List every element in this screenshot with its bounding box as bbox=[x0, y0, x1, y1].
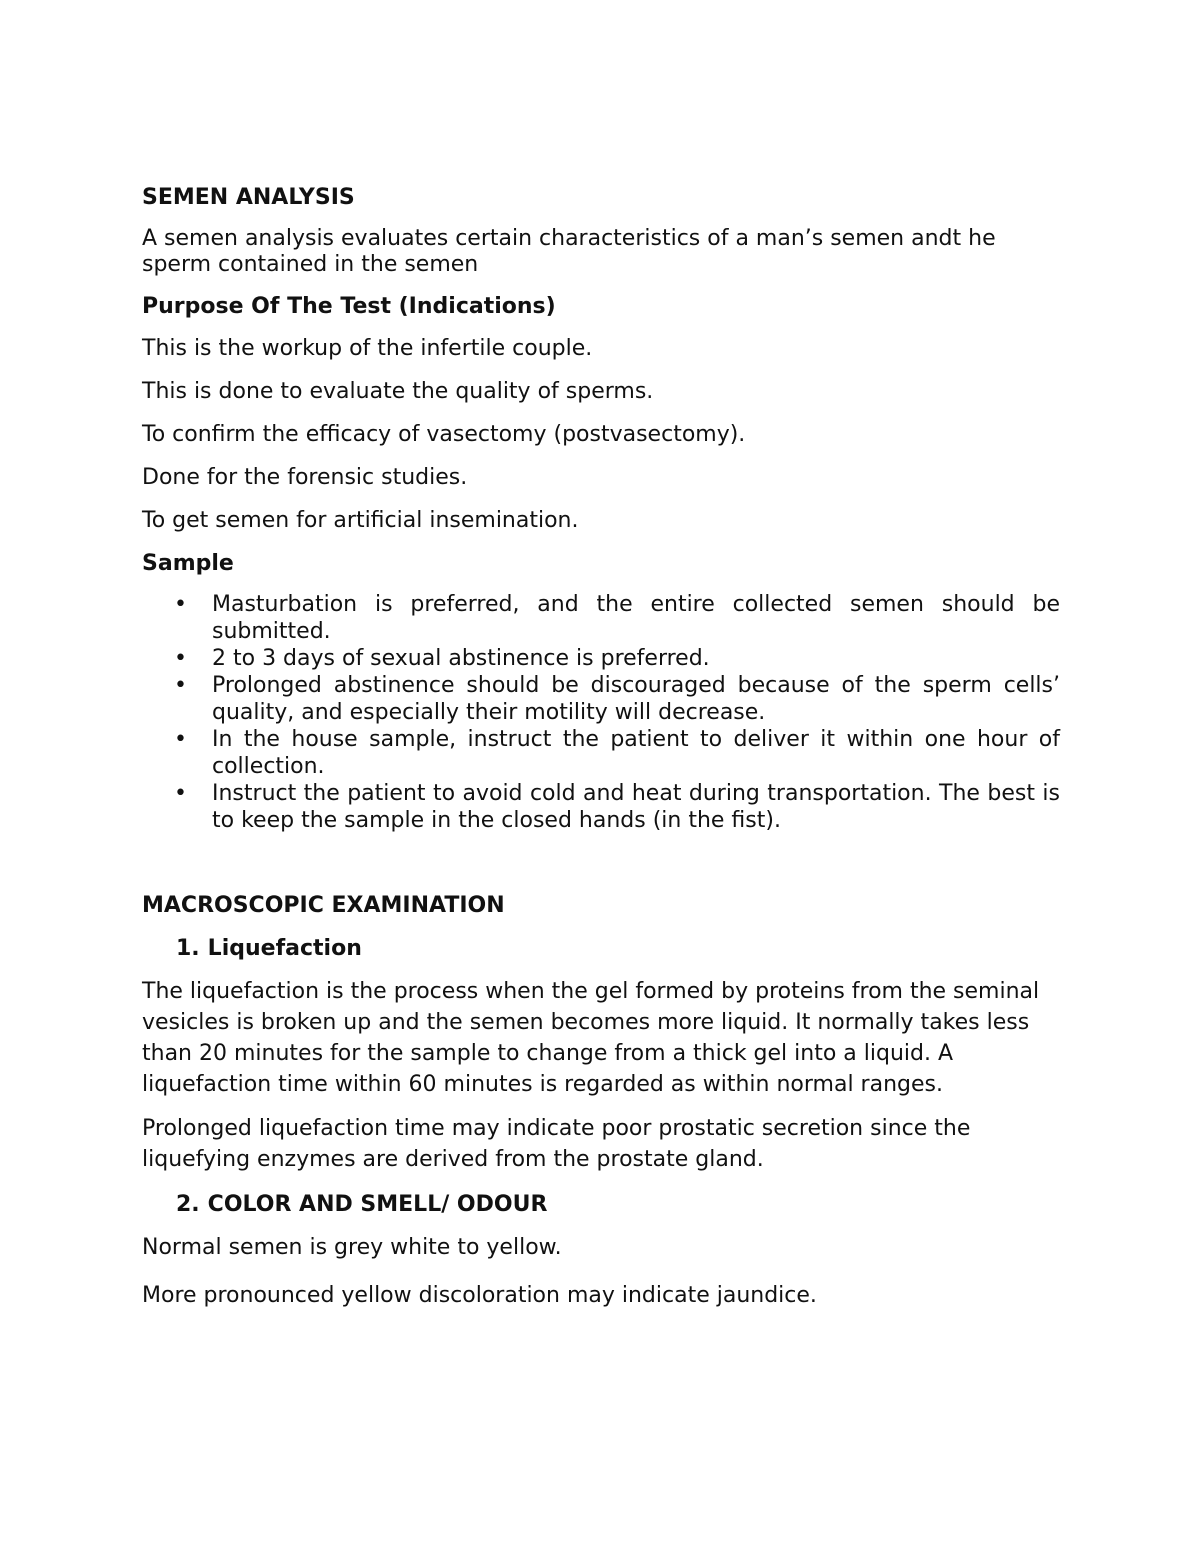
purpose-item: To confirm the efficacy of vasectomy (postvasectomy). bbox=[142, 422, 746, 447]
list-item bbox=[142, 591, 1060, 645]
liquefaction-paragraph: Prolonged liquefaction time may indicate poor prostatic secretion since the liquefying enzymes are derived from the prostate gland. bbox=[142, 1116, 971, 1172]
bullet-icon: • bbox=[174, 673, 187, 698]
section-title: COLOR AND SMELL/ ODOUR bbox=[207, 1192, 548, 1217]
list-item bbox=[142, 645, 1060, 672]
intro-paragraph: A semen analysis evaluates certain characteristics of a man’s semen andt he sperm contained in the semen bbox=[142, 226, 996, 277]
purpose-heading: Purpose Of The Test (Indications) bbox=[142, 294, 556, 319]
sample-list bbox=[142, 591, 1060, 834]
list-item-text: Masturbation is preferred, and the entire collected semen should be submitted. bbox=[212, 592, 1060, 644]
list-item bbox=[142, 780, 1060, 834]
document-title: SEMEN ANALYSIS bbox=[142, 185, 355, 210]
section-number: 1. bbox=[176, 936, 200, 961]
section-title: Liquefaction bbox=[207, 936, 362, 961]
liquefaction-paragraph: The liquefaction is the process when the gel formed by proteins from the seminal vesicles is broken up and the semen becomes more liquid. It normally takes less than 20 minutes for the sample to change from a thick gel into a liquid. A liquefaction time within 60 minutes is regarded as within normal ranges. bbox=[142, 979, 1040, 1097]
list-item-text: Prolonged abstinence should be discouraged because of the sperm cells’ quality, and especially their motility will decrease. bbox=[212, 673, 1060, 725]
purpose-item: This is the workup of the infertile couple. bbox=[142, 336, 593, 361]
color-paragraph: More pronounced yellow discoloration may indicate jaundice. bbox=[142, 1283, 817, 1308]
section-heading-liquefaction bbox=[142, 934, 1060, 964]
list-item-text: 2 to 3 days of sexual abstinence is preferred. bbox=[212, 646, 710, 671]
list-item-text: In the house sample, instruct the patient to deliver it within one hour of collection. bbox=[212, 727, 1060, 779]
macroscopic-heading: MACROSCOPIC EXAMINATION bbox=[142, 893, 505, 918]
purpose-item: This is done to evaluate the quality of sperms. bbox=[142, 379, 654, 404]
bullet-icon: • bbox=[174, 646, 187, 671]
section-heading-color-smell bbox=[142, 1190, 1060, 1220]
color-paragraph: Normal semen is grey white to yellow. bbox=[142, 1235, 562, 1260]
purpose-item: Done for the forensic studies. bbox=[142, 465, 468, 490]
document-page bbox=[142, 183, 1060, 1309]
list-item-text: Instruct the patient to avoid cold and heat during transportation. The best is to keep the sample in the closed hands (in the fist). bbox=[212, 781, 1060, 833]
section-number: 2. bbox=[176, 1192, 200, 1217]
purpose-item: To get semen for artificial insemination. bbox=[142, 508, 579, 533]
bullet-icon: • bbox=[174, 727, 187, 752]
bullet-icon: • bbox=[174, 781, 187, 806]
sample-heading: Sample bbox=[142, 551, 234, 576]
list-item bbox=[142, 672, 1060, 726]
list-item bbox=[142, 726, 1060, 780]
bullet-icon: • bbox=[174, 592, 187, 617]
